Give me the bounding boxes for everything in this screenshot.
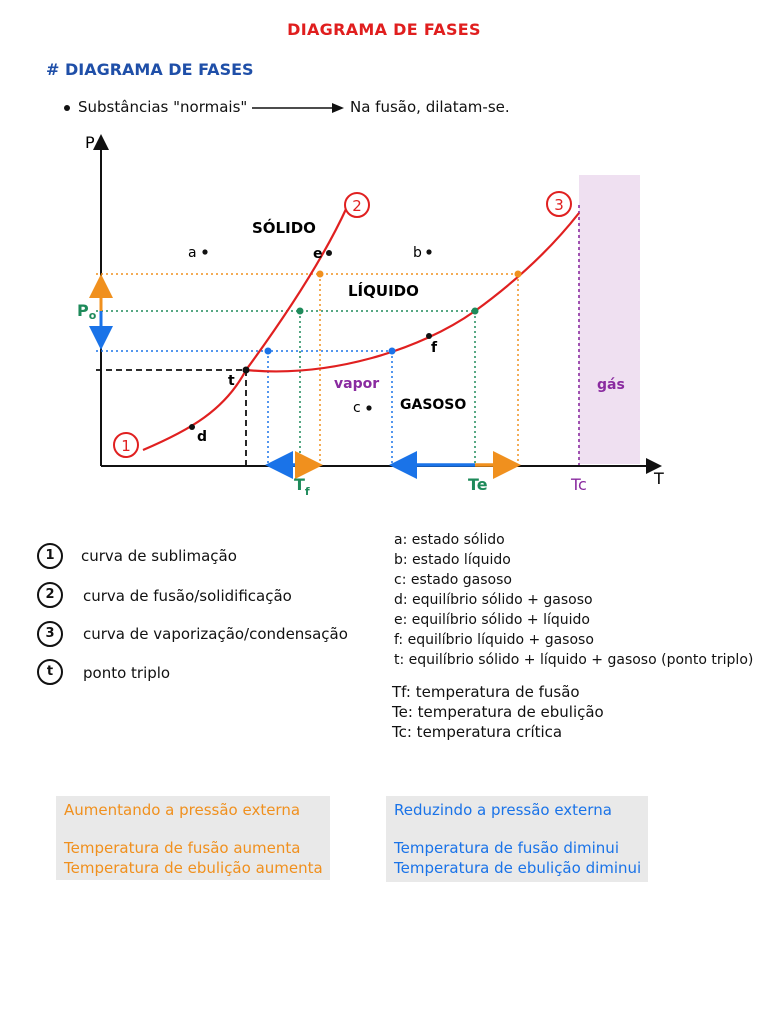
point-a-label: a [188,245,197,261]
temperature-item: Tc: temperatura crítica [392,723,563,741]
temperature-item: Tf: temperatura de fusão [392,683,580,701]
point-d-label: d [197,429,208,445]
blue-fusion-point [265,348,272,355]
state-item: b: estado líquido [394,552,511,568]
svg-text:2: 2 [352,197,362,215]
state-item: c: estado gasoso [394,572,512,588]
region-liquid-label: LÍQUIDO [348,282,419,300]
state-item: t: equilíbrio sólido + líquido + gasoso (ponto triplo) [394,652,754,668]
y-axis-label: P [85,133,95,152]
legend-text-t: ponto triplo [83,664,171,682]
bullet-left-text: Substâncias "normais" [78,98,248,116]
tf-tick-label: $T_f$ [294,475,310,498]
pressure-po-label: Po [77,301,97,322]
region-vapor-label: vapor [334,376,380,392]
decrease-box-heading: Reduzindo a pressão externa [394,801,612,819]
increase-pressure-box [56,796,330,880]
state-item: f: equilíbrio líquido + gasoso [394,632,594,648]
decrease-pressure-box [386,796,648,882]
green-boiling-point [472,308,479,315]
increase-box-line-2: Temperatura de ebulição aumenta [64,859,323,877]
point-b-label: b [413,245,422,261]
green-fusion-point [297,308,304,315]
point-e [326,250,332,256]
orange-boiling-point [515,271,522,278]
legend-text-3: curva de vaporização/condensação [83,625,348,643]
point-f [426,333,432,339]
state-item: e: equilíbrio sólido + líquido [394,612,590,628]
gas-region-band [579,175,640,464]
x-axis-label: T [654,469,664,488]
triple-point [243,367,250,374]
legend-symbol-3: 3 [37,621,63,647]
blue-boiling-point [389,348,396,355]
decrease-box-line-2: Temperatura de ebulição diminui [394,859,642,877]
tc-tick-label: Tc [571,475,587,494]
legend-symbol-2: 2 [37,582,63,608]
point-c-label: c [353,400,361,416]
curve-1-marker [114,433,138,457]
point-e-label: e [313,246,323,262]
region-gaseous-label: GASOSO [400,397,467,413]
svg-text:1: 1 [121,437,131,455]
curve-2-marker [345,193,369,217]
curve-3-marker [547,192,571,216]
point-a [202,249,207,254]
states-legend [394,530,753,670]
page-title: DIAGRAMA DE FASES [287,20,481,39]
decrease-box-line-1: Temperatura de fusão diminui [394,839,619,857]
legend-symbol-1: 1 [37,543,63,569]
increase-box-heading: Aumentando a pressão externa [64,801,301,819]
point-t-label: t [228,373,235,389]
temperature-item: Te: temperatura de ebulição [392,703,604,721]
point-f-label: f [431,340,438,356]
point-d [189,424,195,430]
section-heading: # DIAGRAMA DE FASES [46,60,254,79]
temperatures-legend [392,682,604,742]
point-c [366,405,371,410]
svg-text:3: 3 [554,196,564,214]
te-tick-label: Te [468,475,488,494]
state-item: d: equilíbrio sólido + gasoso [394,592,593,608]
region-gas-label: gás [597,377,625,393]
legend-text-2: curva de fusão/solidificação [83,587,292,605]
region-solid-label: SÓLIDO [252,219,316,237]
increase-box-line-1: Temperatura de fusão aumenta [64,839,301,857]
legend-text-1: curva de sublimação [81,547,237,565]
legend-symbol-t: t [37,659,63,685]
point-b [426,249,431,254]
orange-fusion-point [317,271,324,278]
bullet-right-text: Na fusão, dilatam-se. [350,98,510,116]
state-item: a: estado sólido [394,532,505,548]
